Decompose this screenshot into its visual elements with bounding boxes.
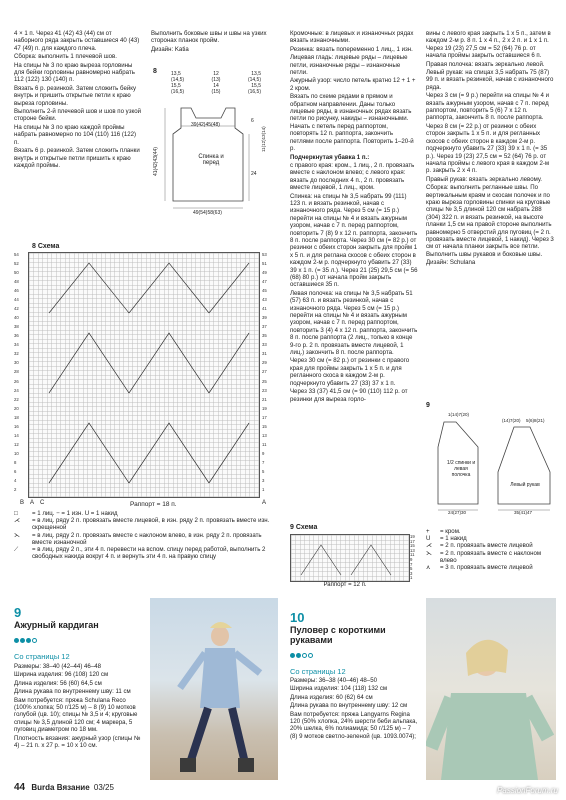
pattern-9-header <box>14 605 142 661</box>
row-number: 50 <box>14 270 19 276</box>
row-number: 16 <box>14 423 19 429</box>
paragraph: Вязать 6 р. резинкой. Затем сложить бейку внутрь и пришить открытые петли к краю выреза горловины. <box>14 84 137 107</box>
row-number: 19 <box>410 534 415 539</box>
row-number: 47 <box>262 279 267 285</box>
row-number: 10 <box>14 450 19 456</box>
designer-credit: Дизайн: Schulana <box>426 259 476 267</box>
row-number: 53 <box>262 252 267 257</box>
row-number: 42 <box>14 306 19 312</box>
legend-item: ⋋ = в лиц. ряду 2 п. провязать вместе с наклоном влево, в изн. ряду 2 п. провязать вместе изнаночной <box>14 531 262 546</box>
row-number: 7 <box>410 561 413 567</box>
diagram-label: 9 <box>426 402 430 409</box>
paragraph: Сборка: выполнить регланные швы. По вертикальным краям и скосам полочек и по краю выреза горловины спинки на круговые спицы № 3,5 длиной 120 см набрать 288 (304) 322 п. и вязать резинкой, на высоте планки 1,5 см на правой стороне выполнить равномерно 5 отверстий для пуговиц (= 2 п. провязать вместе лицевой, 1 накид). Через 3 см от начала планки закрыть все петли. Выполнить швы рукавов и боковые швы. <box>426 184 554 258</box>
row-number: 28 <box>14 369 19 375</box>
row-number: 11 <box>262 441 267 447</box>
paragraph: Лицевая гладь: лицевые ряды – лицевые петли, изнаночные ряды – изнаночные петли. <box>290 54 408 77</box>
row-number: 45 <box>262 288 267 294</box>
diagram-width-label: 39(42)45(48) <box>191 122 220 128</box>
paragraph: Кромочные: в лицевых и изнаночных рядах вязать изнаночными. <box>290 30 414 45</box>
diagram-label: 8 <box>153 68 157 75</box>
model-illustration <box>150 598 278 780</box>
pattern-number: 9 <box>14 605 22 620</box>
paragraph: Вязать 6 р. резинкой. Затем сложить планки внутрь и открытые петли пришить к краю каждой проймы. <box>14 147 140 169</box>
source-page: Со страницы 12 <box>14 652 70 661</box>
legend-item: ⋋ = 2 п. провязать вместе с наклоном влево <box>426 549 542 564</box>
paragraph: Выполнить боковые швы и швы на узких сторонах планок пройм. <box>151 30 267 45</box>
paragraph: На спицы № 3 по краю каждой проймы набрать равномерно по 104 (110) 116 (122) п. <box>14 123 137 146</box>
row-number: 54 <box>14 252 19 257</box>
row-number: 43 <box>262 297 267 303</box>
row-number: 1 <box>410 575 413 581</box>
legend-9 <box>426 528 556 571</box>
row-number: 52 <box>14 261 19 267</box>
paragraph: Левый рукав: на спицах 3,5 набрать 75 (87) 99 п. и вязать резинкой, начав с изнаночного ряда. <box>426 69 554 91</box>
legend-item: ⋌ = 2 п. провязать вместе лицевой <box>426 542 533 550</box>
paragraph: Выполнить 2-й плечевой шов и шов по узкой стороне бейки. <box>14 108 142 123</box>
row-number: 33 <box>262 342 267 348</box>
row-number: 46 <box>14 288 19 294</box>
row-number: 20 <box>14 405 19 411</box>
row-number: 21 <box>262 396 267 402</box>
difficulty-dots <box>290 647 418 665</box>
diagram-armhole-label: 11(12)13(14) <box>261 126 266 152</box>
diagram-dim-label: 1(14)7(20) <box>448 412 470 417</box>
legend-item: □ = 1 лиц. − = 1 изн. U = 1 накид <box>14 510 118 517</box>
row-number: 7 <box>262 459 265 465</box>
row-number: 5 <box>410 566 413 572</box>
row-number: 26 <box>14 378 19 384</box>
row-number: 3 <box>410 570 413 576</box>
row-number: 32 <box>14 351 19 357</box>
diagram-9 <box>426 402 556 517</box>
diagram-dim-label: (14)7(20) <box>502 418 521 423</box>
schema-8-row-numbers-left <box>14 252 26 496</box>
paragraph: На спицы № 3 по краю выреза горловины для бейки горловины равномерно набрать 112 (122) 130 (140) п. <box>14 61 135 84</box>
row-number: 8 <box>14 459 17 465</box>
paragraph: Через 8 см (= 22 р.) от резинки с обеих сторон закрыть 1 x 5 п. и для регланных скосов с обеих сторон в каждом 2-м р. подчеркнуто убавить 27 (33) 39 x 1 п. (= 35 р.). Через 19 (23) 27,5 см = 52 (64) 76 р. от начала проймы с левого края в каждом 2-м р. закрыть 2 х 4 п. <box>426 122 550 175</box>
row-number: 15 <box>410 543 415 549</box>
paragraph: Правая полочка: вязать зеркально левой. <box>426 60 545 68</box>
legend-item: ⋌ = в лиц. ряду 2 п. провязать вместе лицевой, в изн. ряду 2 п. провязать вместе изн. скрещенной <box>14 517 270 532</box>
row-number: 11 <box>410 552 415 558</box>
row-number: 51 <box>262 261 267 267</box>
paragraph: с правого края: кром., 1 лиц., 2 п. провязать вместе с наклоном влево; с левого края: вязать до последних 4 п., 2 п. провязать вместе лицевой, 1 лиц., кром. <box>290 161 415 192</box>
legend-item: U = 1 накид <box>426 535 467 543</box>
row-number: 24 <box>14 387 19 393</box>
row-number: 49 <box>262 270 267 276</box>
diagram-8 <box>151 66 277 216</box>
row-number: 23 <box>262 387 267 393</box>
row-number: 48 <box>14 279 19 285</box>
diagram-caption: 1/2 спинки и левая полочка <box>446 460 476 478</box>
legend-item: ⟋ = в лиц. ряду 2 п., эти 4 п. перевести на вспом. спицу перед работой, выполнить 2 свободных накида вокруг 4 п. и вернуть эти 4 п. на правую спицу <box>14 546 266 561</box>
right-text-col-1 <box>290 30 418 404</box>
diagram-height-label: 41(42)43(44) <box>153 147 159 176</box>
row-number: 17 <box>410 538 415 544</box>
row-number: 19 <box>262 405 267 411</box>
row-number: 35 <box>262 333 267 339</box>
schema-8-row-numbers-right <box>262 252 274 496</box>
row-number: 12 <box>14 441 19 447</box>
row-number: 44 <box>14 297 19 303</box>
row-number: 15 <box>262 423 267 429</box>
paragraph: Ажурный узор: число петель кратно 12 + 1 + 2 кром. <box>290 77 416 92</box>
lace-pattern-marks <box>291 535 409 581</box>
row-number: 31 <box>262 351 267 357</box>
diagram-caption: Спинка и перед <box>198 154 224 166</box>
schema-8-edge-letter: A <box>262 500 267 506</box>
diagram-top-numbers: 13,5 12 13,5 (14,5) (13) (14,5) 15,5 14 15,5 (16,5) (15) (16,5) <box>171 71 261 95</box>
legend-item: ⋏ = 3 п. провязать вместе лицевой <box>426 564 533 572</box>
schema-9-title: 9 Схема <box>290 524 318 531</box>
paragraph: Резинка: вязать попеременно 1 лиц., 1 изн. <box>290 45 413 53</box>
legend-8 <box>14 510 276 560</box>
photo-pullover <box>426 598 556 780</box>
row-number: 14 <box>14 432 19 438</box>
row-number: 40 <box>14 315 19 321</box>
right-text-col-2 <box>426 30 554 268</box>
row-number: 27 <box>262 369 267 375</box>
schema-8-title: 8 Схема <box>32 243 60 250</box>
footer <box>14 782 114 793</box>
magazine-name: Burda Вязание <box>31 783 90 792</box>
diagram-side-label: 24 <box>251 171 257 177</box>
paragraph: Через 30 см (= 82 р.) от резинки с правого края для проймы закрыть 1 x 5 п. и для регланного скоса в каждом 2-м р. подчеркнуто убавить 27 (33) 37 x 1 п. <box>290 357 410 387</box>
model-illustration <box>426 598 556 780</box>
pattern-10-specs: Размеры: 36–38 (40–46) 48–50 Ширина изделия: 104 (118) 132 см Длина изделия: 60 (62) 64 см Длина рукава по внутреннему шву: 12 см Вам потребуется: пряжа Langyarns Regina 120 (50% хлопка, 24% шерсти беби альпака, 20% шелка, 6% полиамида; 50 г/125 м) – 7 (8) 9 мотков светло-зеленой (цв. 1093.0074); <box>290 677 418 740</box>
paragraph: Левая полочка: на спицы № 3,5 набрать 51 (57) 63 п. и вязать резинкой, начав с изнаночного ряда. Через 5 см (= 15 р.) перейти на спицы № 4 и вязать ажурным узором, начав с 7 п. перед раппортом, повторить 3 (4) 4 х 12 п. раппорта, закончить 8 п. после раппорта (2 лиц., только в конце 9-го р. 2 п. провязать вместе лицевой, 1 лиц.) закончить 8 п. после раппорта. <box>290 289 418 357</box>
row-number: 3 <box>262 477 265 483</box>
row-number: 17 <box>262 414 267 420</box>
lace-pattern-marks <box>29 253 259 497</box>
source-page: Со страницы 12 <box>290 667 346 676</box>
row-number: 4 <box>14 477 17 483</box>
diagram-caption: Левый рукав <box>510 482 540 488</box>
schema-8-grid <box>28 252 260 498</box>
row-number: 41 <box>262 306 267 312</box>
paragraph: Правый рукав: вязать зеркально левому. <box>426 175 542 183</box>
page-number: 44 <box>14 782 26 793</box>
paragraph: Спинка: на спицы № 3,5 набрать 99 (111) 123 п. и вязать резинкой, начав с изнаночного ряда. Через 5 см (= 15 р.) перейти на спицы № 4 и вязать ажурным узором, начав с 7 п. перед раппортом, повторить 7 (8) 9 х 12 п. раппорта, закончить 8 п. после раппорта. Через 30 см (= 82 р.) от резинки с обеих сторон закрыть для пройм 1 x 5 п. и для реглана скосов с обеих сторон в каждом 2-м р. подчеркнуто убавить 27 (33) 39 x 1 п. (= 35 л.). Через 21 (25) 29,5 см (= 56 (68) 80 р.) от начала пройм закрыть оставшиеся 35 п. <box>290 192 418 289</box>
row-number: 18 <box>14 414 19 420</box>
row-number: 30 <box>14 360 19 366</box>
diagram-bottom-label: 24(27)30 <box>448 510 467 515</box>
row-number: 5 <box>262 468 265 474</box>
pattern-10-header <box>290 610 418 676</box>
paragraph: Через 3 см (= 9 р.) перейти на спицы № 4 и вязать ажурным узором, начав с 7 п. перед раппортом, повторить 5 (6) 7 х 12 п. раппорта, закончить 8 п. после раппорта. <box>426 92 549 122</box>
row-number: 37 <box>262 324 267 330</box>
schema-8-rapport: Раппорт = 18 п. <box>130 501 177 508</box>
watermark: PassionForum.ru <box>497 786 558 795</box>
pattern-number: 10 <box>290 610 305 625</box>
pattern-9-specs: Размеры: 38–40 (42–44) 46–48 Ширина изделия: 96 (108) 120 см Длина изделия: 56 (60) 64,5 см Длина рукава по внутреннему шву: 11 см Вам потребуется: пряжа Schulana Reco (100% хлопка; 50 г/125 м) – 8 (9) 10 мотков голубой (цв. 10); спицы № 3,5 и 4; круговые спицы № 3,5 длиной 120 см; 4 маркера, 5 пуговиц диаметром по 18 мм. Плотность вязания: ажурный узор (спицы № 4) – 21 п. х 27 р. = 10 x 10 см. <box>14 663 141 750</box>
row-number: 36 <box>14 333 19 339</box>
schema-9-grid <box>290 534 410 582</box>
mid-text <box>151 30 277 54</box>
difficulty-dots <box>14 632 142 650</box>
diagram-bottom-label: 49(54)58(63) <box>193 210 222 216</box>
row-number: 6 <box>14 468 17 474</box>
row-number: 38 <box>14 324 19 330</box>
row-number: 34 <box>14 342 19 348</box>
paragraph: Через 33 (37) 41,5 см (= 90 (110) 112 р. от резинки для выреза горло- <box>290 388 408 403</box>
subheading: Подчеркнутая убавка 1 п.: <box>290 153 370 161</box>
designer-credit: Дизайн: Katia <box>151 45 189 53</box>
row-number: 2 <box>14 486 17 492</box>
diagram-neck-label: 6 <box>251 118 254 124</box>
schema-9-rapport: Раппорт = 12 п. <box>323 582 367 588</box>
row-number: 1 <box>262 486 265 492</box>
pattern-title: Ажурный кардиган <box>14 620 99 630</box>
photo-cardigan <box>150 598 278 780</box>
row-number: 22 <box>14 396 19 402</box>
paragraph: Вязать по схеме рядами в прямом и обратном направлении. Даны только лицевые ряды, в изнаночных рядах вязать петли по рисунку, накиды – изнаночными. Начать с петель перед раппортом, повторять 12 п. раппорта, закончить петлями после раппорта. Повторить 1–20-й р. <box>290 93 414 153</box>
row-number: 9 <box>262 450 265 456</box>
diagram-bottom-label: 35(41)47 <box>514 510 533 515</box>
diagram-dim-label: 5(6)8(21) <box>526 418 545 423</box>
row-number: 29 <box>262 360 267 366</box>
paragraph: вины с левого края закрыть 1 х 5 п., затем в каждом 2-м р. 8 п. 1 х 4 п., 2 х 2 п. и 1 х 1 п. Через 19 (23) 27,5 см = 52 (64) 76 р. от начала проймы закрыть оставшиеся 6 п. <box>426 30 551 60</box>
schema-9-row-numbers <box>410 534 422 580</box>
paragraph: Сборка: выполнить 1 плечевой шов. <box>14 53 117 61</box>
row-number: 9 <box>410 557 413 562</box>
row-number: 13 <box>262 432 267 438</box>
paragraph: 4 × 1 п. Через 41 (42) 43 (44) см от наборного ряда закрыть оставшиеся 40 (43) 47 (49) п. для каждого плеча. <box>14 30 140 52</box>
row-number: 13 <box>410 547 415 553</box>
pattern-title: Пуловер с короткими рукавами <box>290 625 386 645</box>
row-number: 39 <box>262 315 267 321</box>
left-text <box>14 30 142 170</box>
schema-8-edge-letters: B A C <box>20 500 45 506</box>
legend-item: + = кром. <box>426 528 461 535</box>
row-number: 25 <box>262 378 267 384</box>
issue-number: 03/25 <box>93 783 114 792</box>
